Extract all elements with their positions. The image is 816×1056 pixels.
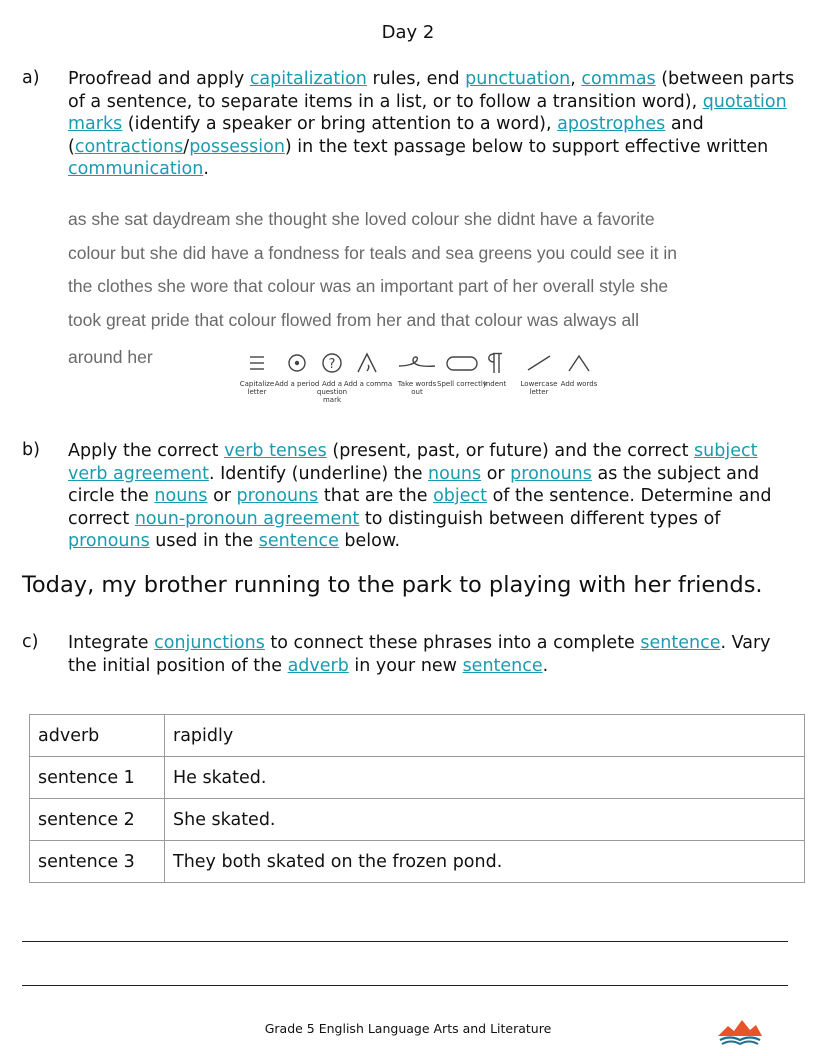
table-cell: He skated. <box>165 757 805 799</box>
proofreading-passage <box>68 203 798 375</box>
table-row <box>30 841 805 883</box>
glossary-link[interactable]: conjunctions <box>154 633 265 653</box>
glossary-link[interactable]: sentence <box>640 633 721 653</box>
instruction-text: that are the <box>318 486 434 506</box>
table-cell: She skated. <box>165 799 805 841</box>
instruction-text: (identify a speaker or bring attention to a word), <box>122 114 558 134</box>
caret-icon <box>566 350 592 376</box>
passage-line: around her <box>68 347 153 367</box>
instruction-text: or <box>207 486 237 506</box>
table-cell: rapidly <box>165 715 805 757</box>
glossary-link[interactable]: contractions <box>74 136 184 157</box>
passage-line: as she sat daydream she thought she loved colour she didnt have a favorite <box>68 209 655 229</box>
table-cell: sentence 2 <box>30 799 165 841</box>
footer-text: Grade 5 English Language Arts and Literature <box>264 1021 552 1036</box>
mark-label: Add a comma <box>343 380 393 388</box>
glossary-link[interactable]: noun-pronoun agreement <box>134 508 360 529</box>
glossary-link[interactable]: sentence <box>462 655 543 676</box>
section-a-letter: a) <box>22 68 40 88</box>
mark-label: Capitalize letter <box>239 380 275 396</box>
svg-text:?: ? <box>328 357 336 372</box>
table-cell: They both skated on the frozen pond. <box>165 841 805 883</box>
glossary-link[interactable]: object <box>433 486 488 506</box>
instruction-text: , <box>570 69 582 89</box>
mark-comma <box>343 350 393 388</box>
mark-label: Take words out <box>397 380 437 396</box>
glossary-link[interactable]: communication <box>68 159 204 179</box>
glossary-link[interactable]: nouns <box>428 463 482 484</box>
delete-loop-icon <box>397 350 437 376</box>
instruction-text: to connect these phrases into a complete <box>264 633 641 653</box>
glossary-link[interactable]: punctuation <box>465 69 571 89</box>
section-b-letter: b) <box>22 440 40 460</box>
mark-label: Lowercase letter <box>520 380 558 396</box>
slash-icon <box>524 350 554 376</box>
instruction-text: . Vary the initial position of the <box>68 633 771 676</box>
section-b-instructions <box>68 440 796 553</box>
instruction-text: ) in the text passage below to support effective written <box>284 136 769 157</box>
instruction-text: (between parts of a sentence, to separate items in a list, or to follow a transition word), <box>68 69 795 112</box>
glossary-link[interactable]: pronouns <box>236 486 319 506</box>
table-row <box>30 715 805 757</box>
glossary-link[interactable]: quotation marks <box>68 91 787 134</box>
passage-line: took great pride that colour flowed from her and that colour was always all <box>68 309 639 330</box>
proofreading-marks-legend <box>232 350 602 420</box>
instruction-text: . <box>542 655 549 676</box>
glossary-link[interactable]: sentence <box>258 531 339 551</box>
capitalize-icon <box>245 350 269 376</box>
practice-sentence: Today, my brother running to the park to playing with her friends. <box>22 572 763 598</box>
instruction-text: to distinguish between different types of <box>359 508 721 529</box>
passage-line: the clothes she wore that colour was an important part of her overall style she <box>68 276 669 296</box>
mark-label: Add a period <box>274 380 320 388</box>
table-cell: adverb <box>30 715 165 757</box>
question-mark-icon <box>320 350 344 376</box>
instruction-text: . Identify (underline) the <box>208 463 429 484</box>
paragraph-icon <box>483 350 507 376</box>
glossary-link[interactable]: possession <box>189 136 285 157</box>
mark-label: Add a question mark <box>316 380 348 404</box>
table-cell: sentence 1 <box>30 757 165 799</box>
glossary-link[interactable]: verb tenses <box>224 441 327 461</box>
section-c-instructions <box>68 632 796 677</box>
instruction-text: used in the <box>149 531 259 551</box>
instruction-text: Integrate <box>68 633 155 653</box>
glossary-link[interactable]: adverb <box>287 655 349 676</box>
instruction-text: and ( <box>68 114 704 157</box>
instruction-text: below. <box>338 531 401 551</box>
mountain-book-logo-icon <box>716 1016 764 1048</box>
instruction-text: rules, end <box>366 69 466 89</box>
glossary-link[interactable]: apostrophes <box>557 114 666 134</box>
section-a-instructions <box>68 68 796 181</box>
table-row <box>30 799 805 841</box>
instruction-text: of the sentence. Determine and correct <box>68 486 772 529</box>
instruction-text: (present, past, or future) and the correct <box>326 441 695 461</box>
mark-label: Indent <box>483 380 507 388</box>
mark-delete <box>392 350 442 396</box>
mark-label: Spell correctly <box>437 380 487 388</box>
comma-caret-icon <box>355 350 381 376</box>
mark-add-words <box>554 350 604 388</box>
glossary-link[interactable]: nouns <box>154 486 208 506</box>
glossary-link[interactable]: capitalization <box>249 69 367 89</box>
answer-line[interactable] <box>22 985 788 986</box>
instruction-text: or <box>481 463 511 484</box>
glossary-link[interactable]: commas <box>581 69 656 89</box>
instruction-text: . <box>203 159 209 179</box>
instruction-text: as the subject and circle the <box>68 463 760 506</box>
glossary-link[interactable]: subject verb agreement <box>68 441 758 484</box>
answer-line[interactable] <box>22 941 788 942</box>
instruction-text: Apply the correct <box>68 441 225 461</box>
instruction-text: in your new <box>348 655 463 676</box>
table-row <box>30 757 805 799</box>
table-cell: sentence 3 <box>30 841 165 883</box>
mark-indent <box>470 350 520 388</box>
page-title: Day 2 <box>381 22 435 43</box>
mark-label: Add words <box>560 380 598 388</box>
instruction-text: / <box>183 136 190 157</box>
passage-line: colour but she did have a fondness for teals and sea greens you could see it in <box>68 242 678 263</box>
glossary-link[interactable]: pronouns <box>510 463 592 484</box>
section-c-letter: c) <box>22 632 39 652</box>
instruction-text: Proofread and apply <box>68 69 250 89</box>
period-icon <box>285 350 309 376</box>
phrases-table <box>29 714 805 883</box>
glossary-link[interactable]: pronouns <box>68 531 150 551</box>
